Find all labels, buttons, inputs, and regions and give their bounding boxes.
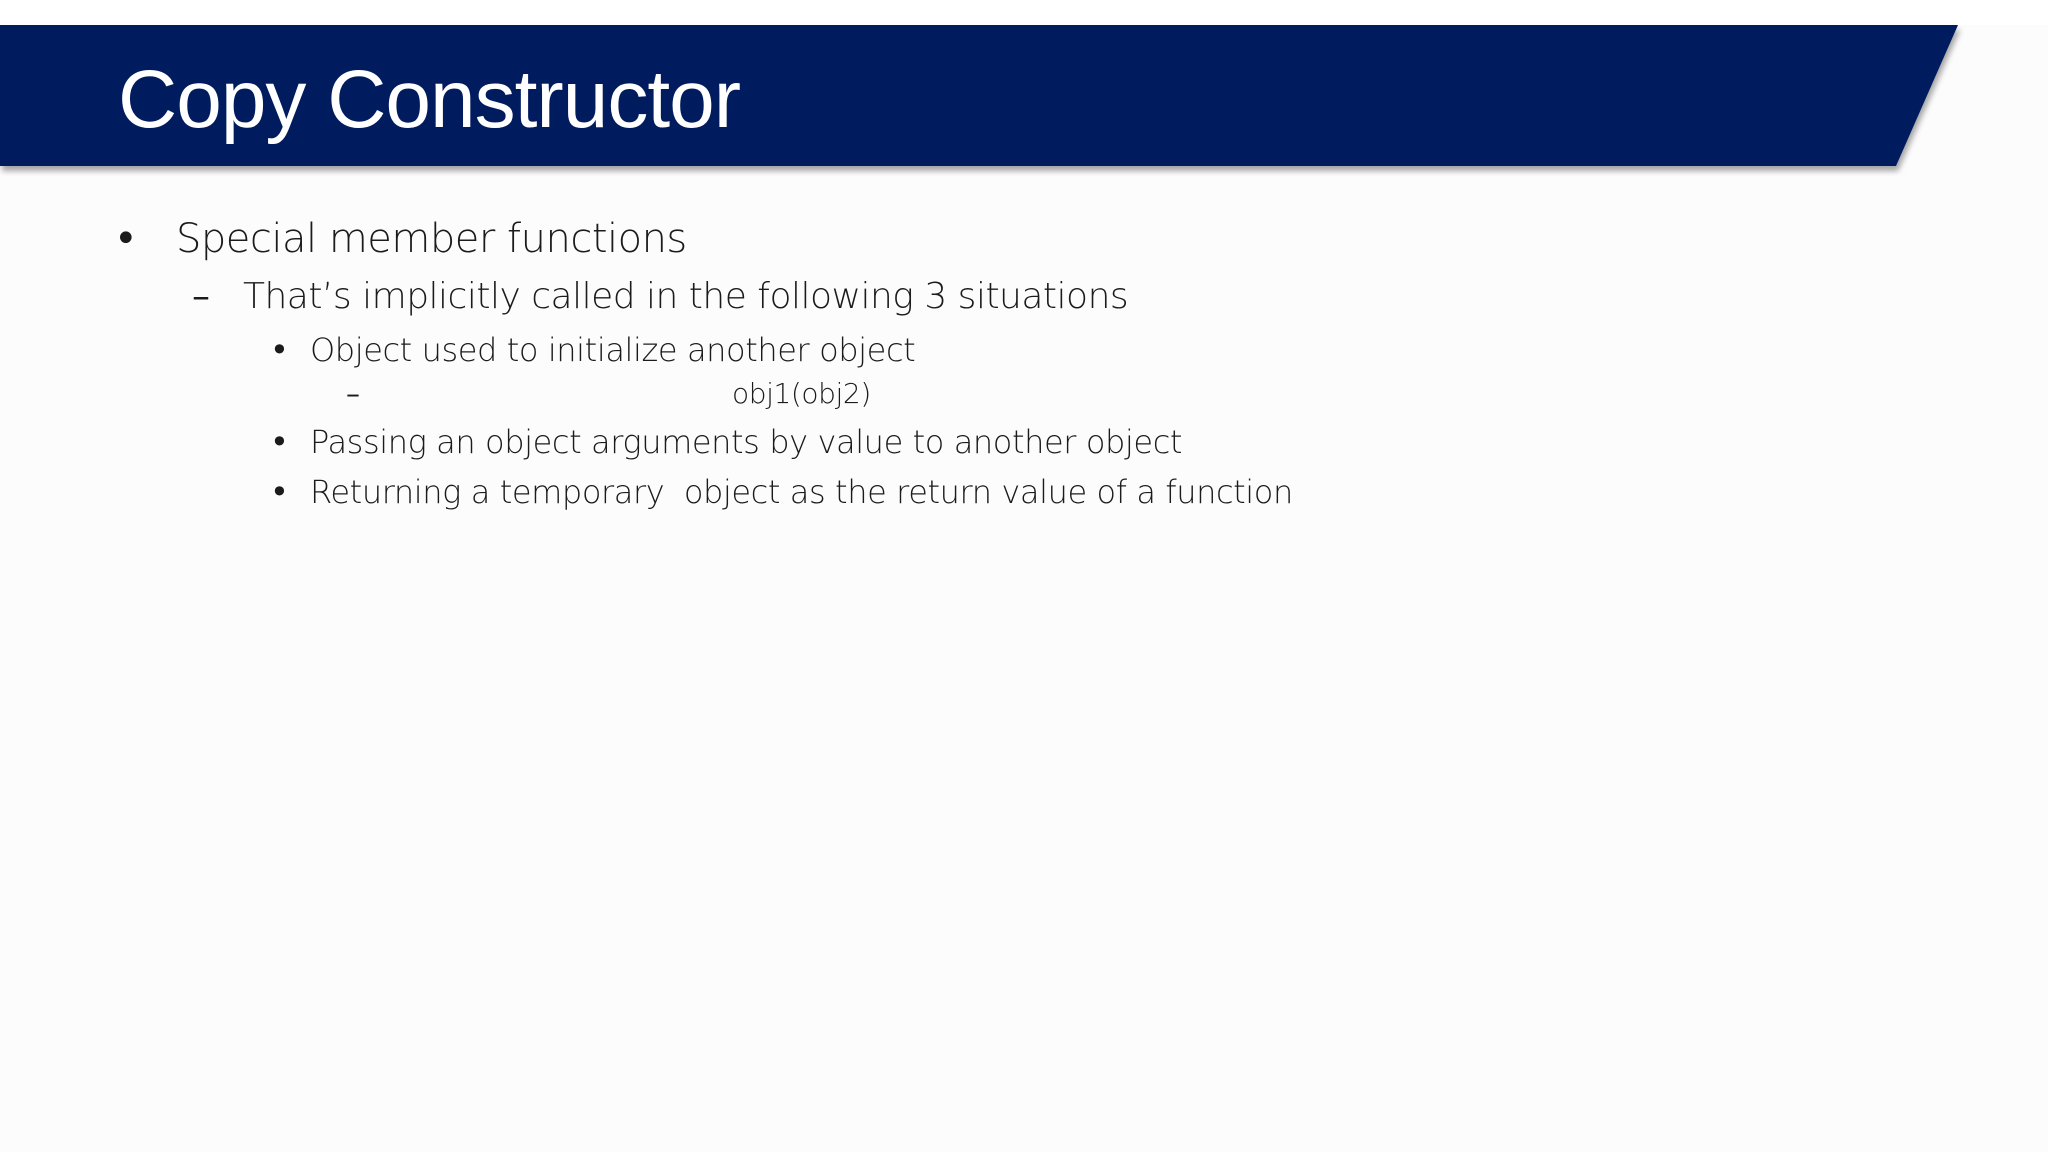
bullet-item-special-member-functions: Special member functions xyxy=(176,216,687,262)
bullet-marker-level1: • xyxy=(114,216,138,262)
bullet-item-implicitly-called: That’s implicitly called in the following 3 situations xyxy=(243,276,1129,317)
dash-marker-level4: – xyxy=(346,377,360,410)
bullet-item-initialize-object: Object used to initialize another object xyxy=(310,331,916,369)
bullet-marker-level3: • xyxy=(270,473,289,511)
code-example-obj1-obj2: obj1(obj2) xyxy=(732,377,871,410)
bullet-item-returning-temporary: Returning a temporary object as the return value of a function xyxy=(310,473,1293,511)
bullet-marker-level3: • xyxy=(270,331,289,369)
bullet-marker-level3: • xyxy=(270,423,289,461)
bullet-item-passing-by-value: Passing an object arguments by value to another object xyxy=(310,423,1183,461)
dash-marker-level2: – xyxy=(192,276,210,317)
slide-title: Copy Constructor xyxy=(118,54,741,145)
